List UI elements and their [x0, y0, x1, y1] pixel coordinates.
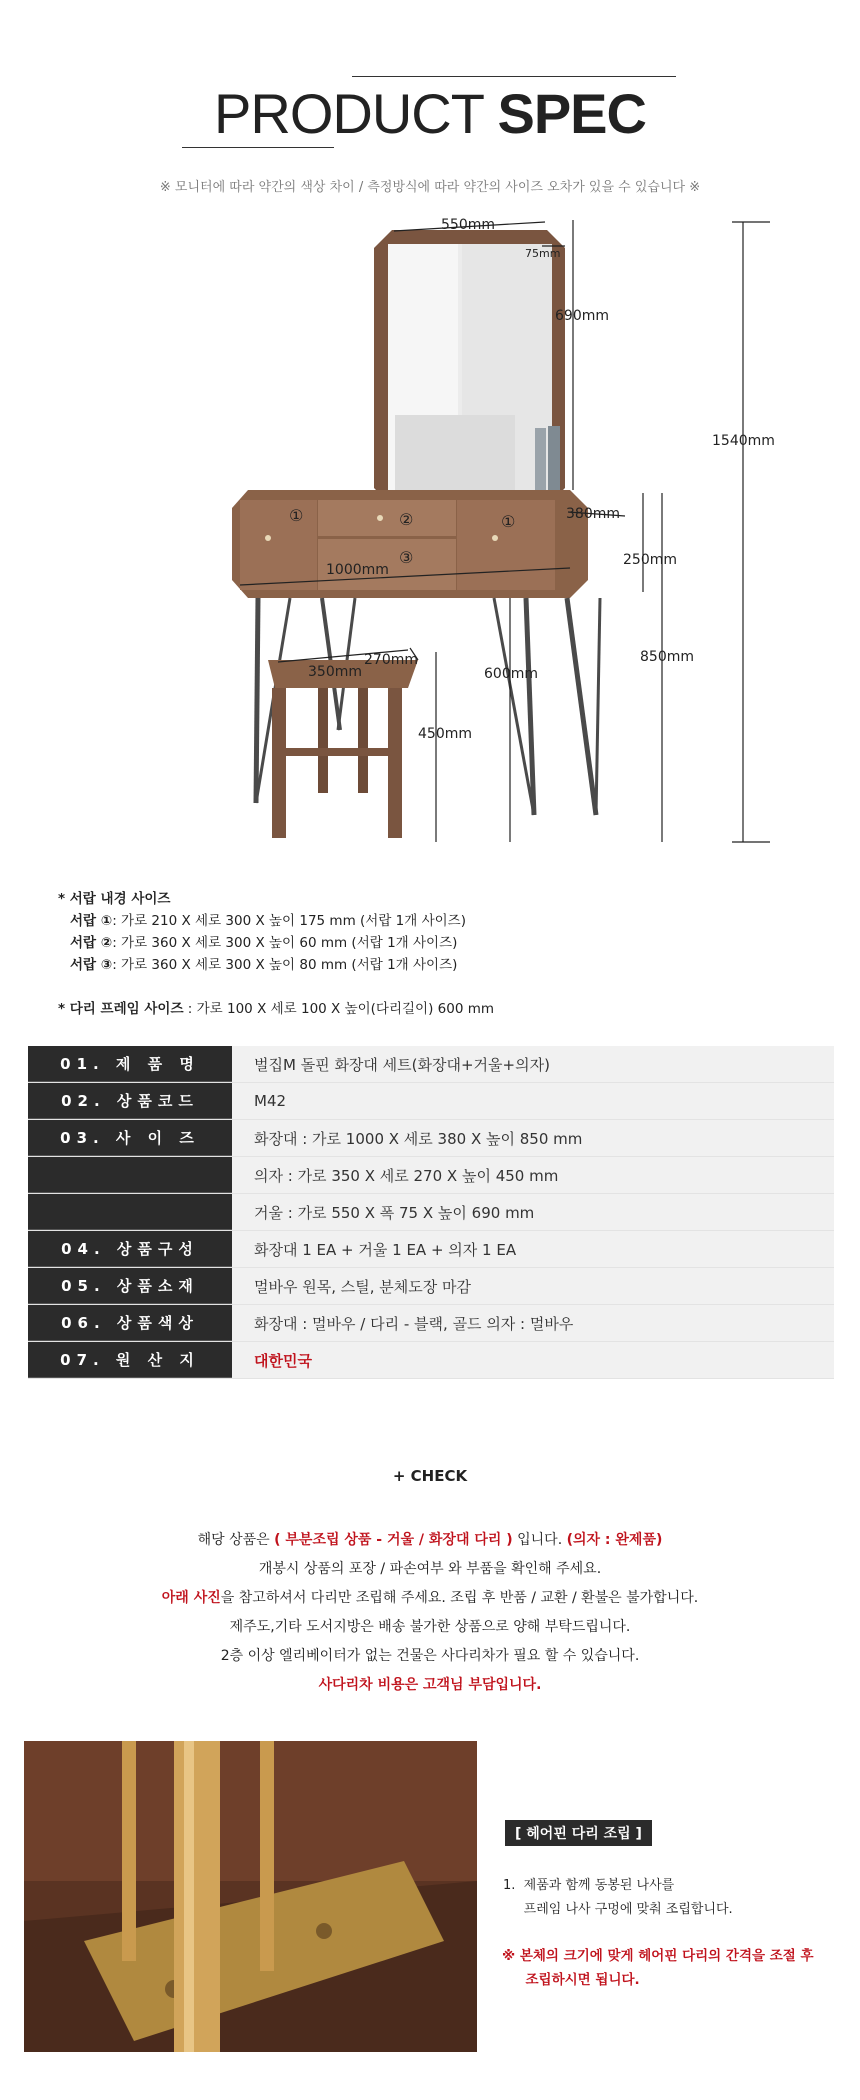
- spec-table: [28, 1046, 834, 1379]
- drawer-mark-1: ①: [289, 506, 304, 525]
- dim-total-height: 1540mm: [712, 433, 775, 449]
- dim-table-width: 1000mm: [326, 562, 389, 578]
- table-row: 03. 사 이 즈 화장대 : 가로 1000 X 세로 380 X 높이 850 mm: [28, 1120, 834, 1157]
- check-line-4: 제주도,기타 도서지방은 배송 불가한 상품으로 양해 부탁드립니다.: [229, 1619, 631, 1635]
- assembly-step: 1. 제품과 함께 동봉된 나사를 프레임 나사 구멍에 맞춰 조립합니다.: [503, 1878, 733, 1917]
- dim-mirror-height: 690mm: [555, 308, 609, 324]
- assembly-warning: ※ 본체의 크기에 맞게 헤어핀 다리의 간격을 조절 후 조립하시면 됩니다.: [502, 1948, 814, 1988]
- table-row: 01. 제 품 명 벌집M 돌핀 화장대 세트(화장대+거울+의자): [28, 1046, 834, 1083]
- dim-table-top-height: 250mm: [623, 552, 677, 568]
- title-rule-top: [352, 76, 676, 77]
- dim-mirror-depth: 75mm: [525, 247, 561, 260]
- assembly-title: [ 헤어핀 다리 조립 ]: [505, 1820, 652, 1846]
- dim-mirror-width: 550mm: [441, 217, 495, 233]
- table-row: 07. 원 산 지 대한민국: [28, 1342, 834, 1379]
- drawer-mark-1-right: ①: [501, 512, 516, 531]
- title-rule-bottom: [182, 147, 334, 148]
- color-size-notice: ※ 모니터에 따라 약간의 색상 차이 / 측정방식에 따라 약간의 사이즈 오차가 있을 수 있습니다 ※: [159, 180, 701, 195]
- table-row: 02. 상품코드 M42: [28, 1083, 834, 1120]
- stool: [268, 660, 418, 838]
- hairpin-leg-photo: [24, 1741, 477, 2052]
- drawer-mark-3: ③: [399, 548, 414, 567]
- mirror: [374, 230, 565, 506]
- dim-stool-height: 450mm: [418, 726, 472, 742]
- dim-stool-depth: 270mm: [364, 652, 418, 668]
- drawer-row: 서랍 ①: 가로 210 X 세로 300 X 높이 175 mm (서랍 1개 사이즈): [70, 913, 466, 929]
- drawer-heading: * 서랍 내경 사이즈: [58, 891, 171, 907]
- table-row: 04. 상품구성 화장대 1 EA + 거울 1 EA + 의자 1 EA: [28, 1231, 834, 1268]
- check-line-5: 2층 이상 엘리베이터가 없는 건물은 사다리차가 필요 할 수 있습니다.: [220, 1648, 640, 1664]
- check-line-6: 사다리차 비용은 고객님 부담입니다.: [318, 1677, 542, 1693]
- product-diagram: [0, 200, 860, 870]
- check-notice: [0, 1526, 860, 1700]
- drawer-row: 서랍 ③: 가로 360 X 세로 300 X 높이 80 mm (서랍 1개 사이즈): [70, 957, 458, 973]
- leg-frame-size: * 다리 프레임 사이즈 : 가로 100 X 세로 100 X 높이(다리길이) 600 mm: [58, 1001, 495, 1017]
- table-row: 의자 : 가로 350 X 세로 270 X 높이 450 mm: [28, 1157, 834, 1194]
- dim-leg-height: 600mm: [484, 666, 538, 682]
- table-row: 05. 상품소재 멀바우 원목, 스틸, 분체도장 마감: [28, 1268, 834, 1305]
- dim-table-depth: 380mm: [566, 506, 620, 522]
- drawer-inner-size: [58, 888, 494, 1020]
- table-row: 거울 : 가로 550 X 폭 75 X 높이 690 mm: [28, 1194, 834, 1231]
- page-title: PRODUCT SPEC: [214, 82, 646, 145]
- dim-table-height: 850mm: [640, 649, 694, 665]
- drawer-row: 서랍 ②: 가로 360 X 세로 300 X 높이 60 mm (서랍 1개 사이즈): [70, 935, 458, 951]
- check-line-2: 개봉시 상품의 포장 / 파손여부 와 부품을 확인해 주세요.: [258, 1561, 602, 1577]
- dim-stool-width: 350mm: [308, 664, 362, 680]
- table-row: 06. 상품색상 화장대 : 멀바우 / 다리 - 블랙, 골드 의자 : 멀바우: [28, 1305, 834, 1342]
- check-line-3: 아래 사진을 참고하셔서 다리만 조립해 주세요. 조립 후 반품 / 교환 / 환불은 불가합니다.: [161, 1590, 699, 1606]
- drawer-mark-2: ②: [399, 510, 414, 529]
- check-title: + CHECK: [392, 1467, 468, 1485]
- check-line-1: 해당 상품은 ( 부분조립 상품 - 거울 / 화장대 다리 ) 입니다. (의자 : 완제품): [197, 1532, 663, 1548]
